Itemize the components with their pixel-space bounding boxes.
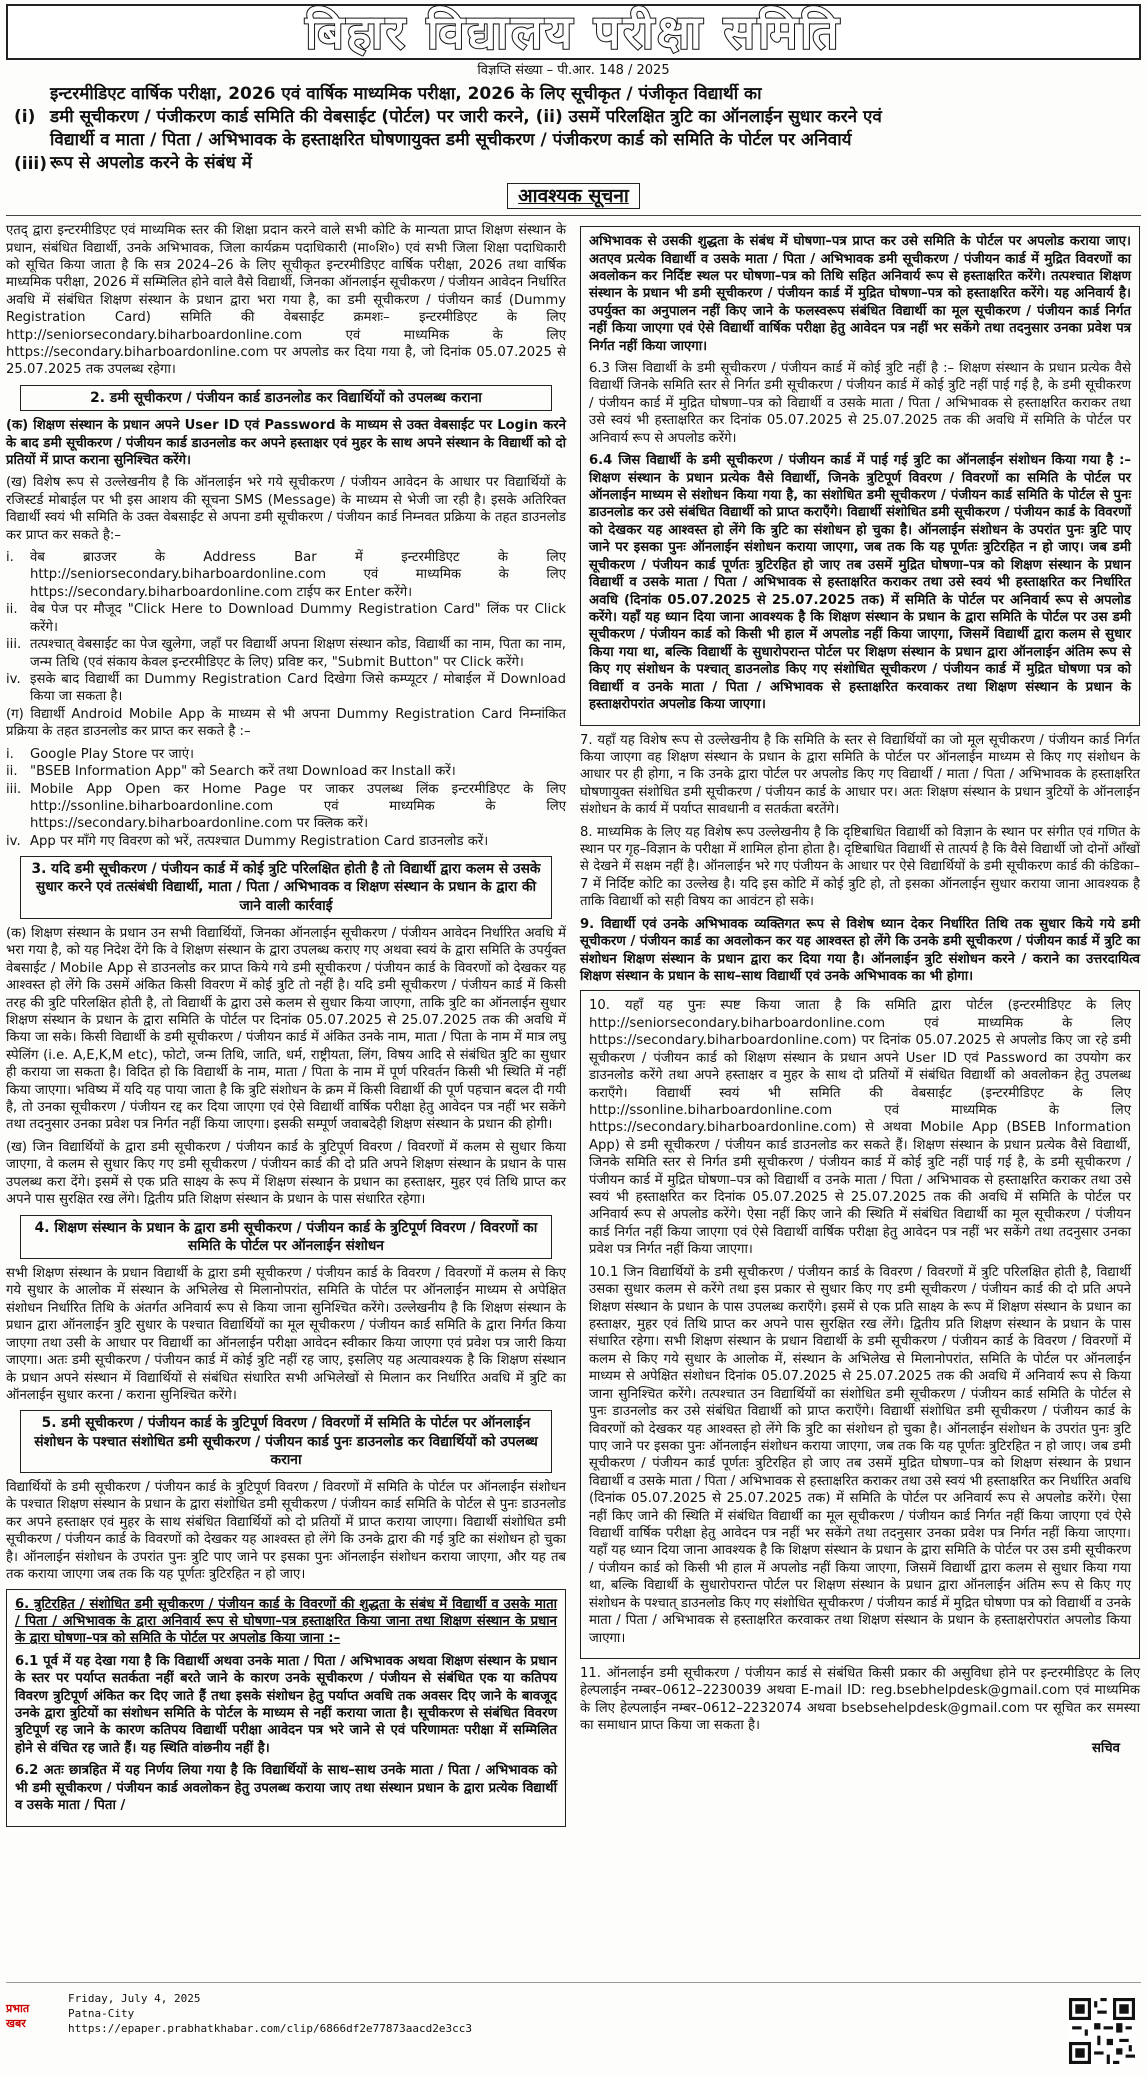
footer-divider bbox=[6, 1982, 1141, 1983]
step-text: Google Play Store पर जाएं। bbox=[30, 746, 195, 762]
newspaper-logo: प्रभात खबर bbox=[6, 2002, 30, 2030]
step-key: i. bbox=[6, 550, 14, 566]
section-6-continued-box bbox=[580, 226, 1140, 725]
newspaper-clipping bbox=[6, 4, 1141, 2073]
subject-line: विद्यार्थी व माता / पिता / अभिभावक के हस्ताक्षरित घोषणायुक्त डमी सूचीकरण / पंजीकरण कार्ड को समिति के पोर्टल पर अनिवार्य bbox=[50, 130, 852, 151]
section-3-heading: 3. यदि डमी सूचीकरण / पंजीयन कार्ड में कोई त्रुटि परिलक्षित होती है तो विद्यार्थी द्वारा कलम से उसके सुधार करने एवं तत्संबंधी विद्यार्थी, माता / पिता / अभिभावक व शिक्षण संस्थान के प्रधान के द्वारा की जाने वाली कार्रवाई bbox=[20, 856, 552, 919]
step-key: ii. bbox=[6, 764, 18, 780]
section-2c: (ग) विद्यार्थी Android Mobile App के माध्यम से भी अपना Dummy Registration Card निम्नांकित प्रक्रिया के तहत डाउनलोड कर प्राप्त कर सकते है :– bbox=[6, 706, 566, 740]
step-key: i. bbox=[6, 746, 14, 762]
step-text: App पर माँगे गए विवरण को भरें, तत्पश्चात Dummy Registration Card डाउनलोड करें। bbox=[30, 833, 489, 849]
step-item bbox=[6, 746, 566, 763]
step-text: "BSEB Information App" को Search करें तथा Download कर Install करें। bbox=[30, 764, 456, 780]
section-2-heading: 2. डमी सूचीकरण / पंजीयन कार्ड डाउनलोड कर विद्यार्थियों को उपलब्ध कराना bbox=[20, 385, 552, 411]
subject-line: रूप से अपलोड करने के संबंध में bbox=[50, 152, 252, 173]
section-10-box bbox=[580, 990, 1140, 1659]
step-text: Mobile App Open कर Home Page पर जाकर उपलब्ध लिंक इन्टरमीडिएट के लिए http://ssonline.biharboardonline.com एवं माध्यमिक के लिए https://secondary.biharboardonline.com पर क्लिक करें। bbox=[30, 781, 566, 832]
section-10-1: 10.1 जिन विद्यार्थियों के डमी सूचीकरण / पंजीयन कार्ड के विवरण / विवरणों में त्रुटि परिलक्षित होती है, विद्यार्थी उसका सुधार कलम से करेंगे तथा इस प्रकार से सुधार किए गए डमी सूचीकरण / पंजीयन कार्ड की दो प्रति अपने शिक्षण संस्थान के प्रधान के पास उपलब्ध कराएँगे। इसमें से एक प्रति साक्ष्य के रूप में शिक्षण संस्थान के प्रधान का हस्ताक्षर, मुहर एवं तिथि प्राप्त कर अपने पास सुरक्षित रख लेंगे। द्वितीय प्रति शिक्षण संस्थान के प्रधान के पास संधारित रहेगा। सभी शिक्षण संस्थान के प्रधान विद्यार्थी के डमी सूचीकरण / पंजीयन कार्ड के विवरण / विवरणों में कलम से किए गये सुधार के आलोक में, संस्थान के अभिलेख से मिलानोपरांत, समिति के पोर्टल पर ऑनलाईन माध्यम से अपेक्षित संशोधन दिनांक 05.07.2025 से 25.07.2025 तक की अवधि में अनिवार्य रूप से किया जाना सुनिश्चित करेंगे। तत्पश्चात उन विद्यार्थियों का संशोधित डमी सूचीकरण / पंजीयन कार्ड समिति के पोर्टल से पुनः डाउनलोड कर उसे संबंधित विद्यार्थी को प्राप्त कराएँगे। विद्यार्थी संशोधित डमी सूचीकरण / पंजीयन कार्ड के विवरणों को देखकर यह आश्वस्त हो लेंगे कि त्रुटि का संशोधन हो चुका है। ऑनलाईन संशोधन के उपरांत पुनः त्रुटि पाए जाने पर इसका पुनः ऑनलाईन संशोधन कराया जाएगा, जब तक कि यह पूर्णतः त्रुटिरहित न हो जाए। जब डमी सूचीकरण / पंजीयन कार्ड पूर्णतः त्रुटिरहित हो जाए तब उसमें मुद्रित घोषणा–पत्र को शिक्षण संस्थान के प्रधान विद्यार्थी व उसके माता / पिता / अभिभावक से हस्ताक्षरित कराकर तथा उसे स्वयं भी हस्ताक्षरित कर निर्धारित अवधि (दिनांक 05.07.2025 से 25.07.2025 तक) में समिति के पोर्टल पर अनिवार्य रूप से अपलोड करेंगे। ऐसा नहीं किए जाने की स्थिति में संबंधित विद्यार्थी का मूल सूचीकरण / पंजीयन कार्ड निर्गत नहीं किया जाएगा एवं ऐसे विद्यार्थी वार्षिक परीक्षा हेतु आवेदन पत्र नहीं भर सकेंगे तथा तदनुसार उनका प्रवेश पत्र निर्गत नहीं किया जाएगा। यहाँ यह ध्यान दिया जाना आवश्यक है कि शिक्षण संस्थान के प्रधान के द्वारा समिति के पोर्टल पर उस डमी सूचीकरण / पंजीयन कार्ड को किसी भी हाल में अपलोड नहीं किया जाएगा, जिसमें विद्यार्थी द्वारा कलम से सुधार किया गया था, बल्कि विद्यार्थी के सुधारोपरान्त पोर्टल पर शिक्षण संस्थान के प्रधान द्वारा ऑनलाईन अंतिम रूप से किए गए संशोधन के पश्चात् डाउनलोड किए गए संशोधित सूचीकरण / पंजीयन कार्ड में मुद्रित घोषणा पत्र को विद्यार्थी व उनके माता / पिता / अभिभावक से हस्ताक्षरित करवाकर तथा शिक्षण संस्थान के प्रधान के हस्ताक्षरोपरांत अपलोड किया जाएगा। bbox=[589, 1264, 1131, 1646]
step-text: तत्पश्चात् वेबसाईट का पेज खुलेगा, जहाँ पर विद्यार्थी अपना शिक्षण संस्थान कोड, विद्यार्थी का नाम, पिता का नाम, जन्म तिथि (एवं संकाय केवल इन्टरमीडिएट के लिए) प्रविष्ट कर, "Submit Button" पर Click करेंगे। bbox=[30, 637, 566, 670]
footer-meta bbox=[68, 1992, 472, 2037]
section-6-3: 6.3 जिस विद्यार्थी के डमी सूचीकरण / पंजीयन कार्ड में कोई त्रुटि नहीं है :– शिक्षण संस्थान के प्रधान प्रत्येक वैसे विद्यार्थी जिनके समिति स्तर से निर्गत डमी सूचीकरण / पंजीयन कार्ड में कोई त्रुटि नहीं पाई गई है, के डमी सूचीकरण / पंजीयन कार्ड में मुद्रित घोषणा–पत्र को विद्यार्थी व उसके माता / पिता / अभिभावक से हस्ताक्षरित कराकर तथा उसे स्वयं भी हस्ताक्षरित कर दिनांक 05.07.2025 से 25.07.2025 तक की अवधि में समिति के पोर्टल पर अनिवार्य रूप से अपलोड करेंगे। bbox=[589, 361, 1131, 446]
section-6-4: 6.4 जिस विद्यार्थी के डमी सूचीकरण / पंजीयन कार्ड में पाई गई त्रुटि का ऑनलाईन संशोधन किया गया है :– शिक्षण संस्थान के प्रधान प्रत्येक वैसे विद्यार्थी, जिनके त्रुटिपूर्ण विवरण / विवरणों का समिति के पोर्टल पर ऑनलाईन माध्यम से संशोधन किया गया है, का संशोधित डमी सूचीकरण / पंजीयन कार्ड समिति के पोर्टल से पुनः डाउनलोड कर उसे संबंधित विद्यार्थी को प्राप्त कराएँगे। विद्यार्थी संशोधित डमी सूचीकरण / पंजीयन कार्ड के विवरणों को देखकर यह आश्वस्त हो लेंगे कि त्रुटि का संशोधन हो चुका है। ऑनलाईन संशोधन के उपरांत पुनः त्रुटि पाए जाने पर इसका पुनः ऑनलाईन संशोधन कराया जाएगा, जब तक कि यह पूर्णतः त्रुटिरहित न हो जाए। जब डमी सूचीकरण / पंजीयन कार्ड पूर्णतः त्रुटिरहित हो जाए तब उसमें मुद्रित घोषणा–पत्र को शिक्षण संस्थान के प्रधान विद्यार्थी व उसके माता / पिता / अभिभावक से हस्ताक्षरित कराकर तथा उसे स्वयं भी हस्ताक्षरित कर निर्धारित अवधि (दिनांक 05.07.2025 से 25.07.2025 तक) में समिति के पोर्टल पर अनिवार्य रूप से अपलोड करेंगे। यहाँ यह ध्यान दिया जाना आवश्यक है कि शिक्षण संस्थान के प्रधान के द्वारा समिति के पोर्टल पर उस डमी सूचीकरण / पंजीयन कार्ड को किसी भी हाल में अपलोड नहीं किया जाएगा, जिसमें विद्यार्थी द्वारा कलम से सुधार किया गया था, बल्कि विद्यार्थी के सुधारोपरान्त पोर्टल पर शिक्षण संस्थान के प्रधान द्वारा ऑनलाईन अंतिम रूप से किए गए संशोधन के पश्चात् डाउनलोड किए गए संशोधित सूचीकरण / पंजीयन कार्ड में मुद्रित घोषणा पत्र को विद्यार्थी व उनके माता / पिता / अभिभावक से हस्ताक्षरित करवाकर तथा शिक्षण संस्थान के प्रधान के हस्ताक्षरोपरांत अपलोड किया जाएगा। bbox=[589, 453, 1131, 713]
body-columns bbox=[6, 215, 1141, 1832]
step-text: वेब पेज पर मौजूद "Click Here to Download Dummy Registration Card" लिंक पर Click करेंगे। bbox=[30, 602, 566, 635]
section-3b: (ख) जिन विद्यार्थियों के द्वारा डमी सूचीकरण / पंजीयन कार्ड के त्रुटिपूर्ण विवरण / विवरणों में कलम से सुधार किया जाएगा, वे कलम से सुधार किए गए डमी सूचीकरण / पंजीयन कार्ड की दो प्रति अपने शिक्षण संस्थान के प्रधान के पास उपलब्ध करा देंगे। इसमें से एक प्रति साक्ष्य के रूप में शिक्षण संस्थान के प्रधान का हस्ताक्षर, मुहर एवं तिथि प्राप्त कर अपने पास सुरक्षित रख लेंगे। द्वितीय प्रति शिक्षण संस्थान के प्रधान के पास संधारित रहेगा। bbox=[6, 1139, 566, 1208]
section-6-2: 6.2 अतः छात्रहित में यह निर्णय लिया गया है कि विद्यार्थियों के साथ–साथ उनके माता / पिता / अभिभावक को भी डमी सूचीकरण / पंजीयन कार्ड अवलोकन हेतु उपलब्ध कराया जाए तथा संस्थान प्रधान के द्वारा प्रत्येक विद्यार्थी व उसके माता / पिता / bbox=[15, 1763, 558, 1814]
step-text: इसके बाद विद्यार्थी का Dummy Registration Card दिखेगा जिसे कम्प्यूटर / मोबाईल में Download किया जा सकता है। bbox=[30, 672, 566, 705]
step-item bbox=[6, 601, 566, 636]
step-item bbox=[6, 763, 566, 780]
subject-line: इन्टरमीडिएट वार्षिक परीक्षा, 2026 एवं वार्षिक माध्यमिक परीक्षा, 2026 के लिए सूचीकृत / पंजीकृत विद्यार्थी का bbox=[50, 84, 762, 105]
section-7: 7. यहाँ यह विशेष रूप से उल्लेखनीय है कि समिति के स्तर से विद्यार्थियों का जो मूल सूचीकरण / पंजीयन कार्ड निर्गत किया जाएगा वह शिक्षण संस्थान के प्रधान के द्वारा समिति के पोर्टल पर ऑनलाईन माध्यम से किए गए संशोधन के आधार पर ही होगा, न कि उनके द्वारा पोर्टल पर अपलोड किए गए विद्यार्थी / माता / पिता / अभिभावक के हस्ताक्षरित घोषणायुक्त संशोधित डमी सूचीकरण / पंजीयन कार्ड के आधार पर। अतः शिक्षण संस्थान के प्रधान त्रुटियों के ऑनलाईन संशोधन के कार्य में पर्याप्त सावधानी व सतर्कता बरतेंगे। bbox=[580, 732, 1140, 818]
section-4-heading: 4. शिक्षण संस्थान के प्रधान के द्वारा डमी सूचीकरण / पंजीयन कार्ड के त्रुटिपूर्ण विवरण / विवरणों का समिति के पोर्टल पर ऑनलाईन संशोधन bbox=[20, 1215, 552, 1259]
step-key: iv. bbox=[6, 833, 21, 849]
step-item bbox=[6, 833, 566, 850]
signature-secretary: सचिव bbox=[1091, 1740, 1120, 1756]
section-9: 9. विद्यार्थी एवं उनके अभिभावक व्यक्तिगत रूप से विशेष ध्यान देकर निर्धारित तिथि तक सुधार किये गये डमी सूचीकरण / पंजीयन कार्ड का अवलोकन कर यह आश्वस्त हो लेंगे कि उनके डमी सूचीकरण / पंजीयन कार्ड में त्रुटि का संशोधन शिक्षण संस्थान के प्रधान द्वारा कर दिया गया है। ऑनलाईन त्रुटि संशोधन करने / कराने का उत्तरदायित्व शिक्षण संस्थान के प्रधान के साथ–साथ विद्यार्थी एवं उनके अभिभावक का भी होगा। bbox=[580, 916, 1140, 984]
notice-heading-wrap bbox=[6, 184, 1141, 209]
intro-paragraph: एतद् द्वारा इन्टरमीडिएट एवं माध्यमिक स्तर की शिक्षा प्रदान करने वाले सभी कोटि के मान्यता प्राप्त शिक्षण संस्थान के प्रधान, संबंधित विद्यार्थी, उनके अभिभावक, जिला कार्यक्रम पदाधिकारी (मा०शि०) एवं सभी जिला शिक्षा पदाधिकारी को सूचित किया जाता है कि सत्र 2024–26 के लिए सूचीकृत इन्टरमीडिएट वार्षिक परीक्षा, 2026 तथा वार्षिक माध्यमिक परीक्षा, 2026 में सम्मिलित होने वाले वैसे विद्यार्थी, जिनका ऑनलाईन सूचीकरण / पंजीयन आवेदन निर्धारित अवधि में संबंधित शिक्षण संस्थान के प्रधान द्वारा भरा गया है, का डमी सूचीकरण / पंजीयन कार्ड (Dummy Registration Card) समिति की वेबसाईट क्रमशः– इन्टरमीडिएट के लिए http://seniorsecondary.biharboardonline.com एवं माध्यमिक के लिए https://secondary.biharboardonline.com पर अपलोड कर दिया गया है, जो दिनांक 05.07.2025 से 25.07.2025 तक उपलब्ध रहेगा। bbox=[6, 223, 566, 378]
section-5-heading: 5. डमी सूचीकरण / पंजीयन कार्ड के त्रुटिपूर्ण विवरण / विवरणों में समिति के पोर्टल पर ऑनलाईन संशोधन के पश्चात संशोधित डमी सूचीकरण / पंजीयन कार्ड पुनः डाउनलोड कर विद्यार्थियों को उपलब्ध कराना bbox=[20, 1410, 552, 1473]
masthead bbox=[6, 4, 1141, 60]
step-key: ii. bbox=[6, 602, 18, 618]
section-6-heading: 6. त्रुटिरहित / संशोधित डमी सूचीकरण / पंजीयन कार्ड के विवरणों की शुद्धता के संबंध में विद्यार्थी व उसके माता / पिता / अभिभावक के द्वारा अनिवार्य रूप से घोषणा–पत्र हस्ताक्षरित किया जाना तथा शिक्षण संस्थान के प्रधान के द्वारा घोषणा–पत्र को समिति के पोर्टल पर अपलोड किया जाना :– bbox=[15, 1596, 557, 1647]
step-item bbox=[6, 671, 566, 706]
section-4: सभी शिक्षण संस्थान के प्रधान विद्यार्थी के द्वारा डमी सूचीकरण / पंजीयन कार्ड के विवरण / विवरणों में कलम से किए गये सुधार के आलोक में संस्थान के अभिलेख से मिलानोपरांत, समिति के पोर्टल पर ऑनलाईन माध्यम से अपेक्षित संशोधन निर्धारित तिथि के अंतर्गत अनिवार्य रूप से किया जाना सुनिश्चित करेंगे। उल्लेखनीय है कि शिक्षण संस्थान के प्रधान द्वारा ऑनलाईन त्रुटि सुधार के पश्चात विद्यार्थियों का मूल सूचीकरण / पंजीयन कार्ड समिति के द्वारा निर्गत किया जाएगा तथा उसी के आधार पर विद्यार्थी का ऑनलाईन परीक्षा आवेदन स्वीकार किया जाएगा एवं प्रवेश पत्र जारी किया जाएगा। अतः डमी सूचीकरण / पंजीयन कार्ड में कोई त्रुटि नहीं रह जाए, इसलिए यह अत्यावश्यक है कि शिक्षण संस्थान के प्रधान अपने संस्थान में विद्यार्थियों से संबंधित संधारित सभी अभिलेखों से मिलान कर निर्धारित अवधि में त्रुटि का ऑनलाईन सुधार करना / कराना सुनिश्चित करेंगे। bbox=[6, 1266, 566, 1403]
section-5: विद्यार्थियों के डमी सूचीकरण / पंजीयन कार्ड के त्रुटिपूर्ण विवरण / विवरणों में समिति के पोर्टल पर ऑनलाईन संशोधन के पश्चात शिक्षण संस्थान के प्रधान के द्वारा संशोधित डमी सूचीकरण / पंजीयन कार्ड समिति के पोर्टल से पुनः डाउनलोड कर अपने हस्ताक्षर एवं मुहर के साथ संबंधित विद्यार्थियों को दो प्रतियों में प्राप्त कराया जाएगा। विद्यार्थी संशोधित डमी सूचीकरण / पंजीयन कार्ड के विवरणों को देखकर यह आश्वस्त हो लेंगे कि उनके द्वारा की गई त्रुटि का संशोधन हो चुका है। ऑनलाईन संशोधन के उपरांत पुनः त्रुटि पाए जाने पर इसका पुनः ऑनलाईन संशोधन कराया जाएगा, और यह तब तक कराया जाएगा जब तक कि यह पूर्णतः त्रुटिरहित न हो जाए। bbox=[6, 1479, 566, 1583]
section-6-continued: अभिभावक से उसकी शुद्धता के संबंध में घोषणा–पत्र प्राप्त कर उसे समिति के पोर्टल पर अपलोड कराया जाए। अतएव प्रत्येक विद्यार्थी व उसके माता / पिता / अभिभावक डमी सूचीकरण / पंजीयन कार्ड में मुद्रित विवरणों का अवलोकन कर निर्दिष्ट स्थल पर घोषणा–पत्र को तिथि सहित अनिवार्य रूप से हस्ताक्षरित करेंगे। तत्पश्चात शिक्षण संस्थान के प्रधान भी डमी सूचीकरण / पंजीयन कार्ड में मुद्रित घोषणा–पत्र को हस्ताक्षरित करेंगे। यह अनिवार्य है। उपर्युक्त का अनुपालन नहीं किए जाने के फलस्वरूप संबंधित विद्यार्थी का मूल सूचीकरण / पंजीयन कार्ड निर्गत नहीं किया जाएगा एवं ऐसे विद्यार्थी वार्षिक परीक्षा हेतु आवेदन पत्र नहीं भर सकेंगे तथा तदनुसार उनका प्रवेश पत्र निर्गत नहीं किया जाएगा। bbox=[589, 234, 1131, 354]
step-key: iii. bbox=[6, 781, 22, 797]
subject-marker: (iii) bbox=[14, 154, 48, 175]
section-2a: (क) शिक्षण संस्थान के प्रधान अपने User ID एवं Password के माध्यम से उक्त वेबसाईट पर Login करने के बाद डमी सूचीकरण / पंजीयन कार्ड डाउनलोड कर अपने हस्ताक्षर एवं मुहर के साथ अपने संस्थान के विद्यार्थी को दो प्रतियों में प्राप्त कराना सुनिश्चित करेंगे। bbox=[6, 418, 566, 468]
step-key: iv. bbox=[6, 672, 21, 688]
subject-block bbox=[6, 83, 1141, 176]
subject-marker: (i) bbox=[14, 107, 36, 128]
section-2b: (ख) विशेष रूप से उल्लेखनीय है कि ऑनलाईन भरे गये सूचीकरण / पंजीयन आवेदन के आधार पर विद्यार्थियों के रजिस्टर्ड मोबाईल पर भी इस आशय की सूचना SMS (Message) के माध्यम से भेजी जा रही है। इसके अतिरिक्त विद्यार्थी स्वयं भी समिति के उक्त वेबसाईट से अपना डमी सूचीकरण / पंजीयन कार्ड निम्नवत प्रक्रिया के तहत डाउनलोड कर प्राप्त कर सकते है:– bbox=[6, 475, 566, 543]
section-10: 10. यहाँ यह पुनः स्पष्ट किया जाता है कि समिति द्वारा पोर्टल (इन्टरमीडिएट के लिए http://seniorsecondary.biharboardonline.com एवं माध्यमिक के लिए https://secondary.biharboardonline.com) पर दिनांक 05.07.2025 से अपलोड किए जा रहे डमी सूचीकरण / पंजीयन कार्ड को शिक्षण संस्थान के प्रधान अपने User ID एवं Password का उपयोग कर डाउनलोड करेंगे तथा अपने हस्ताक्षर व मुहर के साथ दो प्रतियों में संबंधित विद्यार्थी को अवलोकन हेतु उपलब्ध कराएँगे। विद्यार्थी स्वयं भी समिति की वेबसाईट (इन्टरमीडिएट के लिए http://ssonline.biharboardonline.com एवं माध्यमिक के लिए https://secondary.biharboardonline.com) से अथवा Mobile App (BSEB Information App) से डमी सूचीकरण / पंजीयन कार्ड डाउनलोड कर सकते हैं। शिक्षण संस्थान के प्रधान प्रत्येक वैसे विद्यार्थी, जिनके समिति स्तर से निर्गत डमी सूचीकरण / पंजीयन कार्ड में कोई त्रुटि नहीं पाई गई है, के डमी सूचीकरण / पंजीयन कार्ड में मुद्रित घोषणा–पत्र को विद्यार्थी व उनके माता / पिता / अभिभावक से हस्ताक्षरित कराकर तथा उसे स्वयं भी हस्ताक्षरित कर दिनांक 05.07.2025 से 25.07.2025 तक की अवधि में समिति के पोर्टल पर अनिवार्य रूप से अपलोड करेंगे। ऐसा नहीं किए जाने की स्थिति में संबंधित विद्यार्थी का मूल सूचीकरण / पंजीयन कार्ड निर्गत नहीं किया जाएगा एवं ऐसे विद्यार्थी वार्षिक परीक्षा हेतु आवेदन पत्र नहीं भर सकेंगे तथा तदनुसार उनका प्रवेश पत्र निर्गत नहीं किया जाएगा। bbox=[589, 998, 1131, 1258]
left-column bbox=[6, 222, 566, 1832]
notice-number: विज्ञप्ति संख्या – पी.आर. 148 / 2025 bbox=[477, 63, 670, 78]
notice-heading: आवश्यक सूचना bbox=[507, 183, 640, 209]
masthead-title: बिहार विद्यालय परीक्षा समिति bbox=[305, 4, 842, 59]
section-3a: (क) शिक्षण संस्थान के प्रधान उन सभी विद्यार्थियों, जिनका ऑनलाईन सूचीकरण / पंजीयन आवेदन निर्धारित अवधि में भरा गया है, को यह निदेश देंगे कि वे शिक्षण संस्थान के द्वारा उपलब्ध कराए गए अथवा स्वयं के द्वारा समिति के उपर्युक्त वेबसाईट / Mobile App से डाउनलोड कर प्राप्त किये गये डमी सूचीकरण / पंजीयन कार्ड के विवरणों को देखकर यह आश्वस्त हो लेंगे कि उसमें अंकित किसी विवरण में कोई त्रुटि तो नहीं है। यदि डमी सूचीकरण / पंजीयन कार्ड में किसी तरह की त्रुटि परिलक्षित होती है, तो विद्यार्थी के द्वारा उसे कलम से सुधार किया जाएगा, ताकि त्रुटि का ऑनलाईन सुधार शिक्षण संस्थान के प्रधान के द्वारा समिति के पोर्टल पर दिनांक 05.07.2025 से 25.07.2025 तक की अवधि में किया जा सके। किसी विद्यार्थी के डमी सूचीकरण / पंजीयन कार्ड में अंकित उनके नाम, माता / पिता के नाम में मात्र लघु स्पेलिंग (i.e. A,E,K,M etc), फोटो, जन्म तिथि, जाति, धर्म, राष्ट्रीयता, लिंग, विषय आदि से संबंधित त्रुटि का सुधार ही कराया जा सकता है। विदित हो कि विद्यार्थी के नाम, माता / पिता के नाम में पूर्ण परिवर्तन किसी भी स्थिति में नहीं किया जाएगा। भविष्य में यदि यह पाया जाता है कि त्रुटि संशोधन के क्रम में किसी विद्यार्थी की पूर्ण पहचान बदल दी गयी है, तो उनका सूचीकरण / पंजीयन रद्द कर दिया जाएगा एवं ऐसे विद्यार्थी वार्षिक परीक्षा हेतु आवेदन पत्र नहीं भर सकेंगे तथा तदनुसार उनका प्रवेश पत्र निर्गत नहीं किया जाएगा। इसकी सम्पूर्ण जवाबदेही शिक्षण संस्थान के प्रधान की होगी। bbox=[6, 925, 566, 1133]
step-item bbox=[6, 636, 566, 671]
section-6-1: 6.1 पूर्व में यह देखा गया है कि विद्यार्थी अथवा उनके माता / पिता / अभिभावक अथवा शिक्षण संस्थान के प्रधान के स्तर पर पर्याप्त सतर्कता नहीं बरते जाने के कारण उनके सूचीकरण / पंजीयन से संबंधित एक या कतिपय विवरण त्रुटिपूर्ण अंकित कर दिए जाते हैं तथा इसके संशोधन हेतु पर्याप्त अवधि तक अवसर दिए जाने के बावजूद उनके द्वारा त्रुटियों का संशोधन समिति के पोर्टल के माध्यम से नहीं कराया जाता है। सूचीकरण से संबंधित विवरण त्रुटिपूर्ण रह जाने के कारण कतिपय विद्यार्थी परीक्षा आवेदन पत्र भरे जाने से एवं परिणामतः परीक्षा में सम्मिलित होने से वंचित रह जाते हैं। यह स्थिति वांछनीय नहीं है। bbox=[15, 1653, 557, 1756]
subject-text bbox=[50, 83, 1133, 176]
footer-date: Friday, July 4, 2025 bbox=[68, 1992, 201, 2005]
subject-line: डमी सूचीकरण / पंजीकरण कार्ड समिति की वेबसाईट (पोर्टल) पर जारी करने, (ii) उसमें परिलक्षित त्रुटि का ऑनलाईन सुधार करने एवं bbox=[50, 107, 882, 128]
step-item bbox=[6, 549, 566, 601]
right-column bbox=[580, 222, 1140, 1832]
step-text: वेब ब्राउजर के Address Bar में इन्टरमीडिएट के लिए http://seniorsecondary.biharboardonline.com एवं माध्यमिक के लिए https://secondary.biharboardonline.com टाईप कर Enter करेंगे। bbox=[30, 550, 566, 600]
step-key: iii. bbox=[6, 637, 22, 653]
footer-url[interactable]: https://epaper.prabhatkhabar.com/clip/6866df2e77873aacd2e3cc3 bbox=[68, 2021, 472, 2035]
footer-city: Patna-City bbox=[68, 2006, 135, 2020]
qr-code-icon[interactable] bbox=[1069, 1998, 1135, 2064]
subject-markers bbox=[14, 83, 50, 176]
section-11: 11. ऑनलाईन डमी सूचीकरण / पंजीयन कार्ड से संबंधित किसी प्रकार की असुविधा होने पर इन्टरमीडिएट के लिए हेल्पलाईन नम्बर–0612–2230039 अथवा E-mail ID: reg.bsebhelpdesk@gmail.com एवं माध्यमिक के लिए हेल्पलाईन नम्बर–0612–2232074 अथवा bsebsehelpdesk@gmail.com पर सूचित कर समस्या का समाधान प्राप्त किया जा सकता है। bbox=[580, 1666, 1140, 1734]
section-8: 8. माध्यमिक के लिए यह विशेष रूप उल्लेखनीय है कि दृष्टिबाधित विद्यार्थी को विज्ञान के स्थान पर संगीत एवं गणित के स्थान पर गृह–विज्ञान के परीक्षा में शामिल होना होता है। दृष्टिबाधित विद्यार्थी से तात्पर्य है कि वैसे विद्यार्थी जो दोनों आँखों से देखने में सक्षम नहीं है। ऑनलाईन भरे गए पंजीयन के आधार पर ऐसे विद्यार्थियों के डमी सूचीकरण कार्ड की कंडिका–7 में निर्दिष्ट कोटि का उल्लेख है। यदि इस कोटि में कोई त्रुटि हो, तो इसका ऑनलाईन सुधार कराया जाना आवश्यक है ताकि विद्यार्थी को सही विषय का आवंटन हो सके। bbox=[580, 824, 1140, 910]
section-6-box bbox=[6, 1589, 566, 1827]
step-item bbox=[6, 781, 566, 833]
